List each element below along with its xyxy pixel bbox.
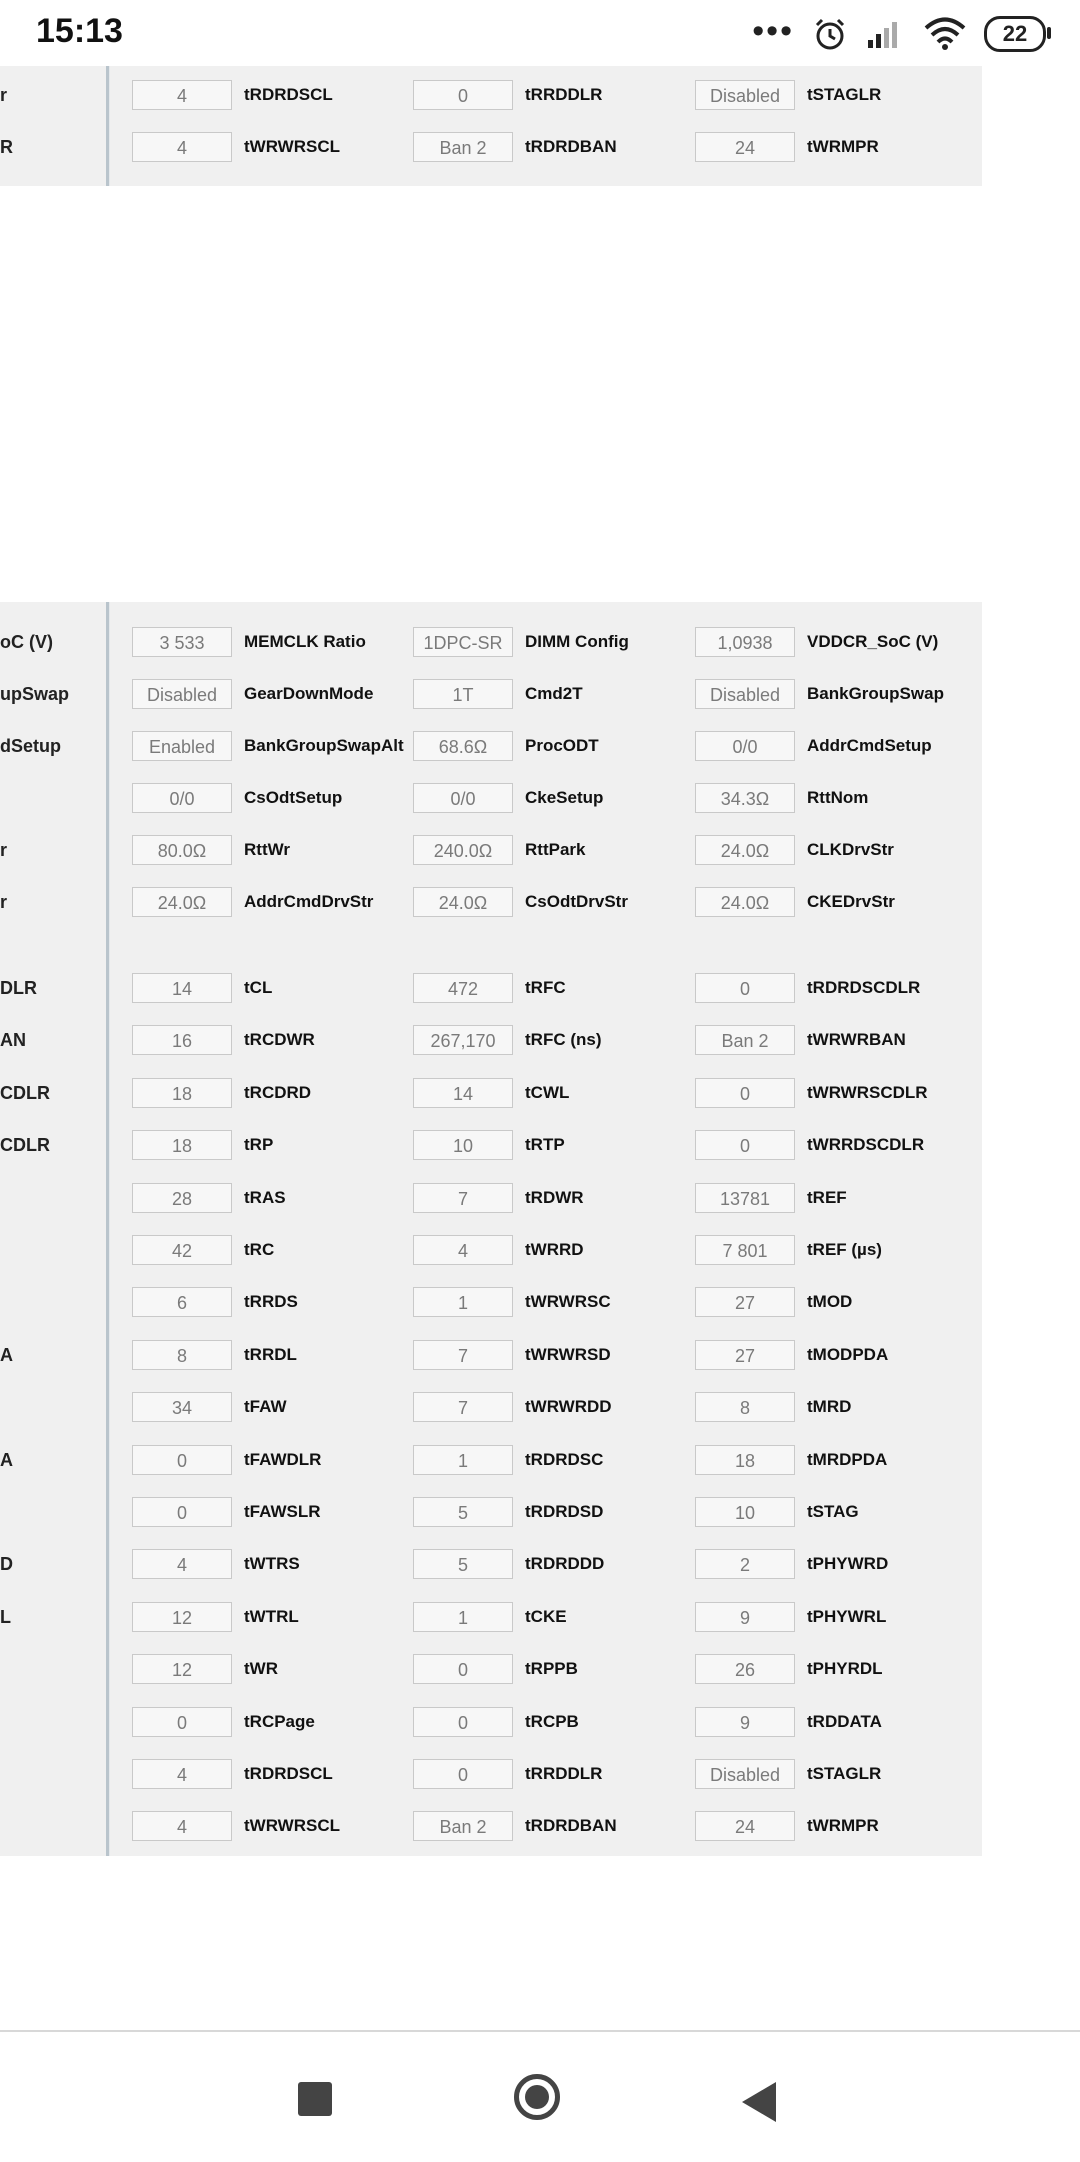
value-field[interactable]: Disabled (132, 679, 232, 709)
value-field[interactable]: 0/0 (413, 783, 513, 813)
value-field[interactable]: 0 (132, 1707, 232, 1737)
cutoff-label: A (0, 1344, 13, 1365)
field-label: tRRDL (244, 1344, 297, 1364)
field-label: DIMM Config (525, 632, 629, 651)
field-label: tRCDRD (244, 1082, 312, 1102)
cutoff-label: dSetup (0, 736, 61, 756)
value-field[interactable]: 34.3Ω (695, 783, 795, 813)
field-label: CsOdtSetup (244, 788, 343, 807)
value-field[interactable]: 24.0Ω (413, 887, 513, 917)
field-label: tRC (244, 1240, 275, 1259)
value-field[interactable]: 8 (695, 1392, 795, 1422)
field-label: tWRRDSCDLR (807, 1135, 925, 1155)
panel-divider-highlight (109, 66, 110, 186)
value-field[interactable]: 1T (413, 679, 513, 709)
field-label: tRDWR (525, 1187, 584, 1207)
field-label: tRCPage (244, 1711, 315, 1731)
value-field[interactable]: 4 (132, 80, 232, 110)
field-label: tWTRL (244, 1606, 299, 1626)
value-field[interactable]: 0/0 (695, 731, 795, 761)
value-field[interactable]: 10 (413, 1130, 513, 1160)
value-field[interactable]: 0/0 (132, 783, 232, 813)
field-label: CLKDrvStr (807, 840, 894, 859)
value-field[interactable]: 24 (695, 132, 795, 162)
field-label: tWRWRSCL (244, 1816, 340, 1836)
field-label: tWRWRBAN (807, 1030, 906, 1050)
field-label: tRDRDBAN (525, 1816, 617, 1836)
field-label: RttWr (244, 840, 290, 859)
field-label: MEMCLK Ratio (244, 632, 366, 651)
value-field[interactable]: 18 (132, 1078, 232, 1108)
value-field[interactable]: 4 (413, 1235, 513, 1265)
value-field[interactable]: 24.0Ω (695, 835, 795, 865)
field-label: tPHYWRL (807, 1606, 887, 1626)
cutoff-label: upSwap (0, 684, 70, 704)
value-field[interactable]: 14 (132, 973, 232, 1003)
value-field[interactable]: 267,170 (413, 1025, 513, 1055)
value-field[interactable]: 1 (413, 1445, 513, 1475)
field-label: tREF (µs) (807, 1240, 882, 1259)
field-label: tRPPB (525, 1659, 578, 1679)
field-label: tMODPDA (807, 1344, 889, 1364)
timings-panel-top (0, 66, 982, 186)
field-label: CsOdtDrvStr (525, 892, 628, 911)
navigation-bar (0, 2030, 1080, 2162)
field-label: tRRDS (244, 1292, 298, 1312)
field-label: tWRMPR (807, 137, 879, 156)
value-field[interactable]: 5 (413, 1549, 513, 1579)
value-field[interactable]: 16 (132, 1025, 232, 1055)
field-label: tWRWRSC (525, 1292, 611, 1312)
cutoff-label: CDLR (0, 1135, 50, 1156)
home-circle-icon[interactable] (514, 2074, 560, 2120)
cutoff-label: D (0, 1554, 13, 1575)
value-field[interactable]: 1,0938 (695, 627, 795, 657)
alarm-icon (812, 16, 848, 52)
field-label: tWR (244, 1659, 278, 1679)
value-field[interactable]: 0 (132, 1445, 232, 1475)
field-label: tRRDDLR (525, 85, 603, 104)
value-field[interactable]: 0 (413, 1707, 513, 1737)
value-field[interactable]: 4 (132, 1811, 232, 1841)
value-field[interactable]: 13781 (695, 1183, 795, 1213)
field-label: tRDRDSCL (244, 1764, 333, 1783)
field-label: tRCDWR (244, 1030, 315, 1050)
value-field[interactable]: 24.0Ω (132, 887, 232, 917)
field-label: tFAWSLR (244, 1502, 321, 1521)
value-field[interactable]: 472 (413, 973, 513, 1003)
field-label: ProcODT (525, 736, 599, 755)
value-field[interactable]: 0 (695, 973, 795, 1003)
field-label: VDDCR_SoC (V) (807, 632, 939, 651)
value-field[interactable]: 18 (695, 1445, 795, 1475)
cutoff-label: r (0, 892, 8, 912)
more-notifications-icon: ••• (752, 12, 794, 50)
value-field[interactable]: 9 (695, 1602, 795, 1632)
field-label: tMRD (807, 1397, 852, 1417)
cutoff-label: L (0, 1606, 11, 1627)
value-field[interactable]: 0 (413, 1654, 513, 1684)
field-label: tRDRDSC (525, 1449, 604, 1469)
back-triangle-icon[interactable] (742, 2082, 776, 2122)
field-label: tWTRS (244, 1554, 300, 1574)
value-field[interactable]: 42 (132, 1235, 232, 1265)
field-label: tRDRDSCDLR (807, 978, 921, 997)
panel-divider-highlight (109, 602, 110, 1856)
value-field[interactable]: 4 (132, 1549, 232, 1579)
cutoff-label: r (0, 85, 8, 105)
field-label: RttNom (807, 788, 869, 807)
cutoff-label: R (0, 137, 13, 157)
value-field[interactable]: 240.0Ω (413, 835, 513, 865)
value-field[interactable]: 27 (695, 1287, 795, 1317)
field-label: tWRWRSD (525, 1344, 611, 1364)
field-label: tRDRDBAN (525, 137, 617, 156)
value-field[interactable]: 4 (132, 132, 232, 162)
field-label: GearDownMode (244, 684, 374, 703)
recents-square-icon[interactable] (298, 2082, 332, 2116)
field-label: tRDRDSD (525, 1502, 604, 1521)
field-label: RttPark (525, 840, 586, 859)
value-field[interactable]: 26 (695, 1654, 795, 1684)
field-label: tWRWRDD (525, 1397, 612, 1417)
value-field[interactable]: 8 (132, 1340, 232, 1370)
value-field[interactable]: 2 (695, 1549, 795, 1579)
field-label: tRFC (525, 978, 566, 997)
cutoff-label: CDLR (0, 1082, 50, 1103)
value-field[interactable]: 5 (413, 1497, 513, 1527)
value-field[interactable]: 7 (413, 1392, 513, 1422)
field-label: tPHYWRD (807, 1554, 889, 1574)
value-field[interactable]: 7 (413, 1183, 513, 1213)
value-field[interactable]: 0 (695, 1078, 795, 1108)
field-label: tWRMPR (807, 1816, 879, 1836)
value-field[interactable]: 12 (132, 1654, 232, 1684)
value-field[interactable]: 1DPC-SR (413, 627, 513, 657)
field-label: tWRRD (525, 1240, 584, 1259)
field-label: tRDRDSCL (244, 85, 333, 104)
status-icons (752, 12, 1046, 56)
value-field[interactable]: 34 (132, 1392, 232, 1422)
value-field[interactable]: 24.0Ω (695, 887, 795, 917)
value-field[interactable]: Ban 2 (413, 132, 513, 162)
value-field[interactable]: Ban 2 (413, 1811, 513, 1841)
value-field[interactable]: 27 (695, 1340, 795, 1370)
value-field[interactable]: 0 (413, 80, 513, 110)
battery-icon: 22 (984, 16, 1046, 52)
cutoff-label: DLR (0, 978, 37, 998)
field-label: tFAWDLR (244, 1449, 322, 1469)
value-field[interactable]: 3 533 (132, 627, 232, 657)
field-label: tCKE (525, 1606, 567, 1626)
value-field[interactable]: 0 (132, 1497, 232, 1527)
field-label: tWRWRSCL (244, 137, 340, 156)
cutoff-label: AN (0, 1030, 26, 1051)
field-label: CKEDrvStr (807, 892, 895, 911)
field-label: CkeSetup (525, 788, 604, 807)
value-field[interactable]: 4 (132, 1759, 232, 1789)
field-label: tCWL (525, 1082, 570, 1102)
value-field[interactable]: Disabled (695, 679, 795, 709)
timings-panel-main (0, 602, 982, 1856)
field-label: tPHYRDL (807, 1659, 883, 1679)
value-field[interactable]: 68.6Ω (413, 731, 513, 761)
field-label: tSTAGLR (807, 1764, 882, 1783)
value-field[interactable]: Ban 2 (695, 1025, 795, 1055)
field-label: tSTAG (807, 1502, 859, 1521)
field-label: BankGroupSwap (807, 684, 944, 703)
value-field[interactable]: 80.0Ω (132, 835, 232, 865)
field-label: AddrCmdSetup (807, 736, 932, 755)
value-field[interactable]: 9 (695, 1707, 795, 1737)
field-label: tRTP (525, 1135, 565, 1155)
field-label: tRP (244, 1135, 274, 1155)
field-label: tRFC (ns) (525, 1030, 602, 1050)
field-label: AddrCmdDrvStr (244, 892, 374, 911)
value-field[interactable]: 7 (413, 1340, 513, 1370)
value-field[interactable]: 1 (413, 1287, 513, 1317)
field-label: tREF (807, 1187, 847, 1207)
signal-icon (866, 18, 906, 50)
field-label: tFAW (244, 1397, 287, 1417)
value-field[interactable]: Disabled (695, 1759, 795, 1789)
status-bar (0, 0, 1080, 66)
field-label: BankGroupSwapAlt (244, 736, 404, 755)
field-label: tRDRDDD (525, 1554, 605, 1574)
field-label: Cmd2T (525, 684, 583, 703)
value-field[interactable]: 28 (132, 1183, 232, 1213)
field-label: tCL (244, 978, 273, 997)
value-field[interactable]: 0 (413, 1759, 513, 1789)
wifi-icon (924, 17, 966, 51)
value-field[interactable]: 14 (413, 1078, 513, 1108)
value-field[interactable]: Disabled (695, 80, 795, 110)
field-label: tMOD (807, 1292, 853, 1312)
value-field[interactable]: 1 (413, 1602, 513, 1632)
value-field[interactable]: 24 (695, 1811, 795, 1841)
value-field[interactable]: 6 (132, 1287, 232, 1317)
cutoff-label: oC (V) (0, 632, 53, 652)
field-label: tRAS (244, 1187, 286, 1207)
field-label: tRRDDLR (525, 1764, 603, 1783)
field-label: tRDDATA (807, 1711, 882, 1731)
value-field[interactable]: Enabled (132, 731, 232, 761)
status-time: 15:13 (36, 12, 123, 50)
value-field[interactable]: 7 801 (695, 1235, 795, 1265)
value-field[interactable]: 10 (695, 1497, 795, 1527)
field-label: tWRWRSCDLR (807, 1082, 928, 1102)
value-field[interactable]: 18 (132, 1130, 232, 1160)
cutoff-label: r (0, 840, 8, 860)
cutoff-label: A (0, 1449, 13, 1470)
value-field[interactable]: 12 (132, 1602, 232, 1632)
field-label: tMRDPDA (807, 1449, 888, 1469)
field-label: tSTAGLR (807, 85, 882, 104)
field-label: tRCPB (525, 1711, 579, 1731)
value-field[interactable]: 0 (695, 1130, 795, 1160)
